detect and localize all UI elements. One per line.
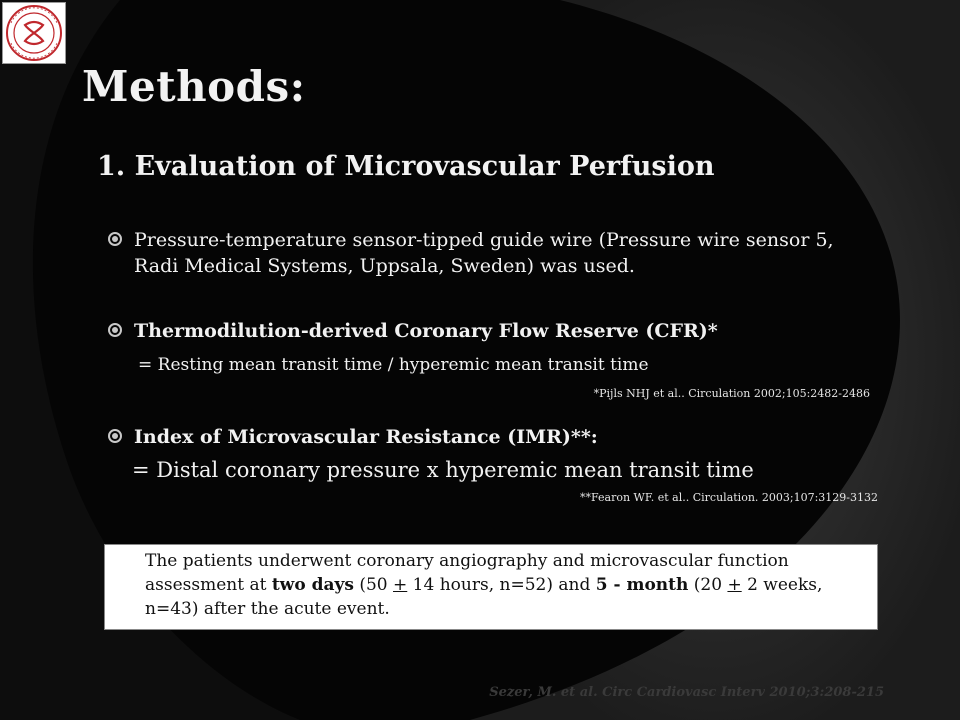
summary-box <box>104 544 878 630</box>
cfr-reference: *Pijls NHJ et al.. Circulation 2002;105:2482-2486 <box>593 387 870 400</box>
circle-dot-bullet-icon <box>108 232 122 246</box>
summary-text: 2 weeks, n=43) after the acute event. <box>145 575 823 619</box>
summary-bold-two-days: two days <box>271 575 354 595</box>
circle-dot-bullet-icon <box>108 429 122 443</box>
bullet-cfr <box>108 318 868 344</box>
plus-minus-sign: + <box>727 575 742 595</box>
bullet-pressure-wire <box>108 227 868 279</box>
slide-title: Methods: <box>82 62 306 111</box>
section-title: 1. Evaluation of Microvascular Perfusion <box>97 151 715 182</box>
summary-text: (50 <box>353 575 394 595</box>
summary-text: 14 hours, n=52) and <box>407 575 596 595</box>
summary-text: The patients underwent coronary angiography and microvascular function assessment at <box>145 551 789 595</box>
bullet-text: Pressure-temperature sensor-tipped guide wire (Pressure wire sensor 5, Radi Medical Systems, Uppsala, Sweden) was used. <box>134 229 834 277</box>
circle-dot-bullet-icon <box>108 323 122 337</box>
summary-text: (20 <box>688 575 728 595</box>
plus-minus-sign: + <box>393 575 408 595</box>
summary-bold-five-month: 5 - month <box>595 575 689 595</box>
bullet-imr <box>108 424 868 450</box>
imr-reference: **Fearon WF. et al.. Circulation. 2003;107:3129-3132 <box>579 491 878 504</box>
source-citation: Sezer, M. et al. Circ Cardiovasc Interv 2010;3:208-215 <box>489 685 884 700</box>
imr-formula: = Distal coronary pressure x hyperemic mean transit time <box>132 458 754 482</box>
bullet-text: Thermodilution-derived Coronary Flow Reserve (CFR)* <box>134 320 718 342</box>
bullet-text: Index of Microvascular Resistance (IMR)**: <box>134 426 598 448</box>
cfr-formula: = Resting mean transit time / hyperemic mean transit time <box>138 355 649 375</box>
university-seal-icon <box>2 2 66 64</box>
